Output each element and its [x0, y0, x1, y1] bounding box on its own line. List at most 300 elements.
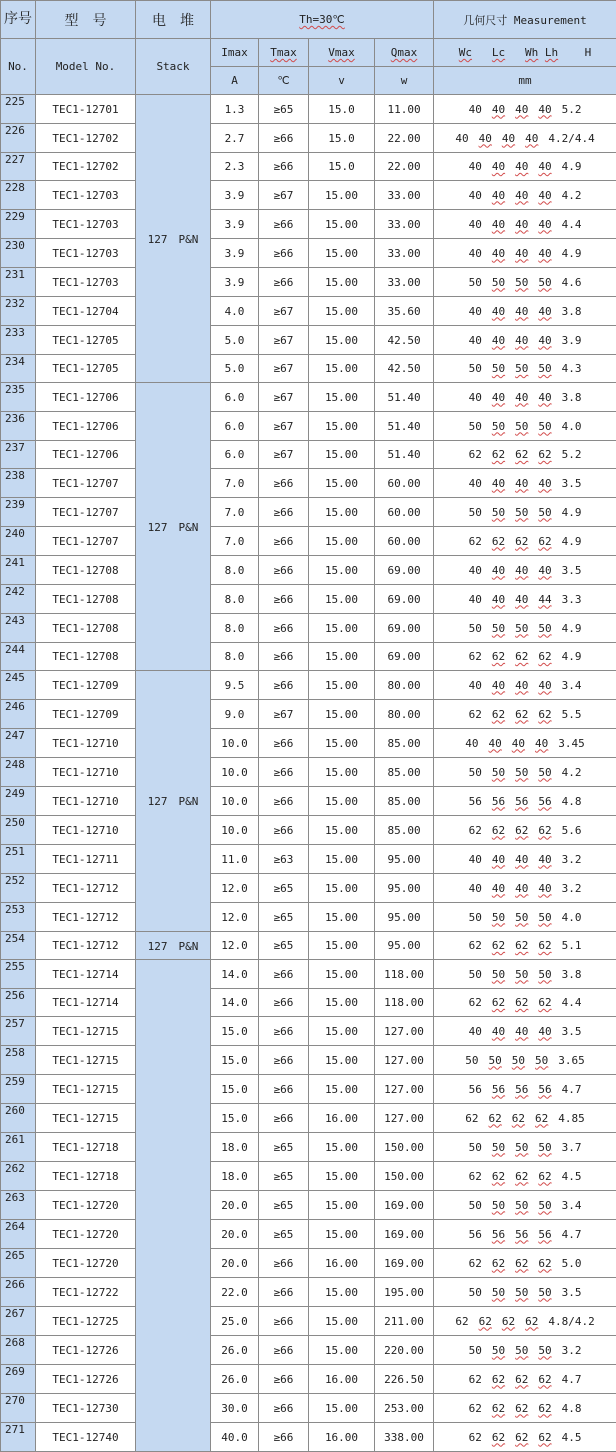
table-row [1, 527, 616, 556]
qmax-cell: 85.00 [375, 816, 434, 845]
vmax-cell: 15.00 [309, 1307, 375, 1336]
wh-value: 50 [515, 362, 528, 375]
wc-value: 40 [469, 334, 482, 347]
wc-value: 40 [469, 218, 482, 231]
wc-value: 50 [469, 420, 482, 433]
h-value: 4.4 [562, 218, 582, 231]
measurement-cell [434, 816, 616, 845]
tmax-cell: ≥67 [259, 383, 309, 412]
wc-value: 50 [469, 1286, 482, 1299]
qmax-cell: 150.00 [375, 1133, 434, 1162]
unit-w: w [375, 67, 434, 95]
model-cell: TEC1-12720 [36, 1249, 136, 1278]
model-cell: TEC1-12703 [36, 181, 136, 210]
unit-v: v [309, 67, 375, 95]
lc-value: 40 [492, 305, 505, 318]
h-value: 3.5 [562, 1286, 582, 1299]
measurement-cell [434, 498, 616, 527]
dim-wc: Wc [459, 46, 472, 59]
h-value: 4.2 [562, 189, 582, 202]
wc-value: 40 [469, 853, 482, 866]
table-row [1, 932, 616, 960]
vmax-cell: 15.00 [309, 268, 375, 297]
h-value: 4.9 [562, 160, 582, 173]
h-value: 3.4 [562, 679, 582, 692]
vmax-cell: 15.00 [309, 297, 375, 326]
lc-value: 50 [492, 1344, 505, 1357]
model-cell: TEC1-12712 [36, 874, 136, 903]
table-row [1, 1046, 616, 1075]
wh-value: 62 [515, 939, 528, 952]
wc-value: 62 [469, 650, 482, 663]
model-cell: TEC1-12730 [36, 1394, 136, 1423]
wc-value: 62 [469, 708, 482, 721]
tmax-cell: ≥66 [259, 585, 309, 614]
tmax-header [259, 39, 309, 67]
wc-value: 62 [469, 448, 482, 461]
wc-value: 50 [469, 276, 482, 289]
row-number: 237 [1, 441, 36, 469]
wh-value: 40 [515, 882, 528, 895]
qmax-cell: 118.00 [375, 960, 434, 989]
lh-value: 50 [538, 506, 551, 519]
lh-value: 50 [538, 1286, 551, 1299]
model-cell: TEC1-12712 [36, 903, 136, 932]
measurement-cell [434, 153, 616, 181]
lh-value: 50 [538, 420, 551, 433]
lc-value: 40 [492, 593, 505, 606]
row-number: 257 [1, 1017, 36, 1046]
wc-value: 50 [469, 362, 482, 375]
wc-value: 40 [469, 160, 482, 173]
tmax-cell: ≥67 [259, 326, 309, 355]
vmax-cell: 15.00 [309, 816, 375, 845]
measurement-cell [434, 758, 616, 787]
vmax-cell: 15.00 [309, 181, 375, 210]
qmax-cell: 169.00 [375, 1220, 434, 1249]
model-cell: TEC1-12710 [36, 787, 136, 816]
lc-value: 40 [492, 853, 505, 866]
qmax-cell: 85.00 [375, 758, 434, 787]
lc-value: 50 [492, 968, 505, 981]
h-value: 5.1 [562, 939, 582, 952]
measurement-cell [434, 239, 616, 268]
wh-value: 50 [515, 420, 528, 433]
vmax-cell: 15.00 [309, 787, 375, 816]
lc-value: 40 [492, 391, 505, 404]
qmax-cell: 42.50 [375, 326, 434, 355]
row-number: 247 [1, 729, 36, 758]
tmax-cell: ≥65 [259, 1191, 309, 1220]
lc-value: 62 [479, 1315, 492, 1328]
model-cell: TEC1-12702 [36, 124, 136, 153]
qmax-cell: 60.00 [375, 527, 434, 556]
model-cell: TEC1-12702 [36, 153, 136, 181]
table-row [1, 153, 616, 181]
lh-value: 62 [538, 1170, 551, 1183]
tmax-cell: ≥67 [259, 181, 309, 210]
qmax-cell: 127.00 [375, 1017, 434, 1046]
lc-value: 62 [492, 1402, 505, 1415]
model-cell: TEC1-12725 [36, 1307, 136, 1336]
lh-value: 62 [538, 1257, 551, 1270]
qmax-cell: 118.00 [375, 989, 434, 1017]
h-value: 4.9 [562, 650, 582, 663]
table-row [1, 441, 616, 469]
imax-cell: 8.0 [211, 643, 259, 671]
h-value: 4.2 [562, 766, 582, 779]
table-row [1, 1162, 616, 1191]
wc-value: 40 [455, 132, 468, 145]
table-row [1, 700, 616, 729]
qmax-cell: 60.00 [375, 498, 434, 527]
model-cell: TEC1-12703 [36, 239, 136, 268]
lc-value: 50 [489, 1054, 502, 1067]
table-row [1, 787, 616, 816]
lh-value: 56 [538, 795, 551, 808]
tmax-cell: ≥66 [259, 268, 309, 297]
lh-value: 62 [538, 650, 551, 663]
lc-value: 50 [492, 420, 505, 433]
row-number: 268 [1, 1336, 36, 1365]
lc-value: 62 [492, 448, 505, 461]
lh-value: 40 [525, 132, 538, 145]
wh-value: 50 [515, 506, 528, 519]
measurement-cell [434, 297, 616, 326]
h-value: 3.2 [562, 882, 582, 895]
tmax-cell: ≥66 [259, 643, 309, 671]
h-value: 3.7 [562, 1141, 582, 1154]
imax-cell: 8.0 [211, 585, 259, 614]
qmax-cell: 51.40 [375, 441, 434, 469]
h-value: 3.8 [562, 968, 582, 981]
wh-value: 50 [512, 1054, 525, 1067]
vmax-label: Vmax [328, 46, 355, 59]
qmax-cell: 226.50 [375, 1365, 434, 1394]
row-number: 226 [1, 124, 36, 153]
table-row [1, 383, 616, 412]
tmax-cell: ≥66 [259, 498, 309, 527]
lc-value: 50 [492, 766, 505, 779]
wc-value: 62 [465, 1112, 478, 1125]
lc-value: 50 [492, 911, 505, 924]
stack-cell: 127 P&N [136, 932, 211, 960]
imax-cell: 20.0 [211, 1249, 259, 1278]
unit-c: ℃ [259, 67, 309, 95]
h-value: 3.2 [562, 853, 582, 866]
table-row [1, 1307, 616, 1336]
lc-value: 50 [492, 276, 505, 289]
lh-value: 62 [538, 824, 551, 837]
wc-value: 62 [469, 939, 482, 952]
qmax-cell: 127.00 [375, 1046, 434, 1075]
wc-value: 62 [455, 1315, 468, 1328]
seq-en-header: No. [1, 39, 36, 95]
lh-value: 62 [538, 1373, 551, 1386]
lc-value: 56 [492, 1228, 505, 1241]
wh-value: 40 [515, 391, 528, 404]
vmax-cell: 15.00 [309, 498, 375, 527]
tmax-cell: ≥66 [259, 960, 309, 989]
row-number: 242 [1, 585, 36, 614]
table-row [1, 268, 616, 297]
imax-cell: 3.9 [211, 239, 259, 268]
tmax-cell: ≥66 [259, 1394, 309, 1423]
qmax-cell: 11.00 [375, 95, 434, 124]
measurement-cell [434, 181, 616, 210]
tmax-cell: ≥67 [259, 355, 309, 383]
row-number: 255 [1, 960, 36, 989]
measurement-cell [434, 1336, 616, 1365]
lh-value: 62 [538, 939, 551, 952]
tmax-cell: ≥67 [259, 441, 309, 469]
vmax-cell: 15.00 [309, 960, 375, 989]
table-row [1, 556, 616, 585]
table-row [1, 1423, 616, 1452]
imax-cell: 3.9 [211, 181, 259, 210]
table-row [1, 758, 616, 787]
vmax-cell: 15.00 [309, 989, 375, 1017]
wc-value: 40 [469, 1025, 482, 1038]
measurement-cell [434, 1423, 616, 1452]
measurement-cell [434, 989, 616, 1017]
vmax-cell: 15.00 [309, 903, 375, 932]
row-number: 236 [1, 412, 36, 441]
vmax-cell: 15.00 [309, 355, 375, 383]
model-cell: TEC1-12706 [36, 441, 136, 469]
measurement-cell [434, 700, 616, 729]
imax-cell: 15.0 [211, 1046, 259, 1075]
wh-value: 40 [515, 305, 528, 318]
vmax-cell: 15.0 [309, 153, 375, 181]
measurement-cell [434, 556, 616, 585]
measurement-cell [434, 1307, 616, 1336]
imax-cell: 8.0 [211, 614, 259, 643]
row-number: 258 [1, 1046, 36, 1075]
lh-value: 50 [538, 622, 551, 635]
lh-value: 40 [538, 477, 551, 490]
vmax-cell: 15.00 [309, 614, 375, 643]
wc-value: 40 [469, 593, 482, 606]
tmax-cell: ≥66 [259, 153, 309, 181]
h-value: 3.4 [562, 1199, 582, 1212]
model-cell: TEC1-12710 [36, 758, 136, 787]
row-number: 238 [1, 469, 36, 498]
wc-value: 40 [465, 737, 478, 750]
qmax-cell: 80.00 [375, 671, 434, 700]
lh-value: 40 [538, 305, 551, 318]
tmax-cell: ≥66 [259, 1017, 309, 1046]
tmax-cell: ≥67 [259, 412, 309, 441]
qmax-cell: 95.00 [375, 845, 434, 874]
wh-value: 62 [515, 708, 528, 721]
lh-value: 40 [538, 218, 551, 231]
table-row [1, 1278, 616, 1307]
wh-value: 62 [515, 1431, 528, 1444]
tmax-cell: ≥66 [259, 729, 309, 758]
h-value: 5.0 [562, 1257, 582, 1270]
imax-cell: 26.0 [211, 1365, 259, 1394]
lc-value: 62 [489, 1112, 502, 1125]
wh-value: 40 [515, 853, 528, 866]
wh-value: 62 [515, 448, 528, 461]
table-row [1, 671, 616, 700]
dim-lc: Lc [492, 46, 505, 59]
dim-wh: Wh [525, 46, 538, 59]
imax-cell: 7.0 [211, 498, 259, 527]
lc-value: 62 [492, 1257, 505, 1270]
model-cell: TEC1-12715 [36, 1017, 136, 1046]
imax-cell: 1.3 [211, 95, 259, 124]
lh-value: 62 [538, 996, 551, 1009]
lc-value: 56 [492, 1083, 505, 1096]
row-number: 265 [1, 1249, 36, 1278]
wc-value: 50 [469, 506, 482, 519]
lc-value: 40 [492, 218, 505, 231]
h-value: 3.5 [562, 1025, 582, 1038]
tmax-cell: ≥63 [259, 845, 309, 874]
imax-cell: 9.0 [211, 700, 259, 729]
row-number: 239 [1, 498, 36, 527]
tmax-cell: ≥65 [259, 874, 309, 903]
lh-value: 40 [538, 882, 551, 895]
qmax-header [375, 39, 434, 67]
tmax-cell: ≥66 [259, 210, 309, 239]
lc-value: 50 [492, 1199, 505, 1212]
measurement-cell [434, 355, 616, 383]
qmax-cell: 51.40 [375, 383, 434, 412]
wc-value: 62 [469, 1402, 482, 1415]
tmax-cell: ≥66 [259, 239, 309, 268]
h-value: 5.6 [562, 824, 582, 837]
lh-value: 56 [538, 1083, 551, 1096]
lc-value: 50 [492, 1141, 505, 1154]
dim-lh: Lh [545, 46, 558, 59]
wc-value: 40 [469, 679, 482, 692]
lc-value: 62 [492, 1373, 505, 1386]
lh-value: 50 [538, 276, 551, 289]
stack-cell: 127 P&N [136, 383, 211, 671]
h-value: 4.2/4.4 [548, 132, 594, 145]
wh-value: 40 [515, 103, 528, 116]
tmax-cell: ≥66 [259, 787, 309, 816]
row-number: 269 [1, 1365, 36, 1394]
imax-cell: 3.9 [211, 210, 259, 239]
lc-value: 40 [492, 334, 505, 347]
h-value: 4.0 [562, 911, 582, 924]
lh-value: 50 [535, 1054, 548, 1067]
model-cell: TEC1-12720 [36, 1220, 136, 1249]
imax-cell: 4.0 [211, 297, 259, 326]
qmax-cell: 33.00 [375, 210, 434, 239]
wh-value: 40 [502, 132, 515, 145]
row-number: 254 [1, 932, 36, 960]
measurement-cell [434, 1191, 616, 1220]
wh-value: 62 [515, 1170, 528, 1183]
wc-value: 62 [469, 535, 482, 548]
wh-value: 62 [512, 1112, 525, 1125]
h-value: 3.3 [562, 593, 582, 606]
tmax-cell: ≥66 [259, 1046, 309, 1075]
model-cell: TEC1-12726 [36, 1336, 136, 1365]
wh-value: 62 [515, 1257, 528, 1270]
lh-value: 40 [538, 189, 551, 202]
lc-value: 50 [492, 506, 505, 519]
lc-value: 62 [492, 1431, 505, 1444]
row-number: 256 [1, 989, 36, 1017]
wc-value: 40 [469, 391, 482, 404]
qmax-cell: 85.00 [375, 729, 434, 758]
row-number: 267 [1, 1307, 36, 1336]
table-row [1, 412, 616, 441]
vmax-header [309, 39, 375, 67]
tmax-cell: ≥65 [259, 903, 309, 932]
imax-cell: 18.0 [211, 1162, 259, 1191]
vmax-cell: 15.00 [309, 1017, 375, 1046]
vmax-cell: 15.00 [309, 700, 375, 729]
measurement-cell [434, 412, 616, 441]
wh-value: 40 [515, 334, 528, 347]
vmax-cell: 15.00 [309, 643, 375, 671]
model-cell: TEC1-12709 [36, 700, 136, 729]
vmax-cell: 15.00 [309, 1220, 375, 1249]
table-header [1, 1, 616, 95]
lh-value: 50 [538, 1141, 551, 1154]
wc-value: 62 [469, 996, 482, 1009]
imax-cell: 6.0 [211, 441, 259, 469]
h-value: 4.4 [562, 996, 582, 1009]
lh-value: 62 [538, 448, 551, 461]
qmax-cell: 211.00 [375, 1307, 434, 1336]
table-row [1, 239, 616, 268]
wc-value: 50 [469, 911, 482, 924]
lh-value: 40 [538, 247, 551, 260]
imax-cell: 10.0 [211, 729, 259, 758]
wh-value: 62 [515, 535, 528, 548]
tmax-cell: ≥66 [259, 989, 309, 1017]
row-number: 231 [1, 268, 36, 297]
lh-value: 62 [538, 535, 551, 548]
dim-h: H [585, 46, 592, 59]
imax-cell: 11.0 [211, 845, 259, 874]
lh-value: 62 [538, 1402, 551, 1415]
h-value: 3.8 [562, 391, 582, 404]
row-number: 264 [1, 1220, 36, 1249]
model-cell: TEC1-12711 [36, 845, 136, 874]
qmax-cell: 95.00 [375, 932, 434, 960]
vmax-cell: 16.00 [309, 1423, 375, 1452]
model-cell: TEC1-12720 [36, 1191, 136, 1220]
row-number: 263 [1, 1191, 36, 1220]
model-cell: TEC1-12706 [36, 383, 136, 412]
lh-value: 40 [538, 679, 551, 692]
lc-value: 62 [492, 824, 505, 837]
table-row [1, 1017, 616, 1046]
stack-cell: 127 P&N [136, 95, 211, 383]
model-cell: TEC1-12708 [36, 556, 136, 585]
imax-cell: 10.0 [211, 816, 259, 845]
imax-cell: 12.0 [211, 903, 259, 932]
vmax-cell: 15.00 [309, 729, 375, 758]
model-cell: TEC1-12708 [36, 614, 136, 643]
model-cell: TEC1-12703 [36, 210, 136, 239]
table-row [1, 1191, 616, 1220]
wh-value: 62 [515, 996, 528, 1009]
row-number: 261 [1, 1133, 36, 1162]
wh-value: 50 [515, 1199, 528, 1212]
measurement-cell [434, 845, 616, 874]
wc-value: 40 [469, 882, 482, 895]
